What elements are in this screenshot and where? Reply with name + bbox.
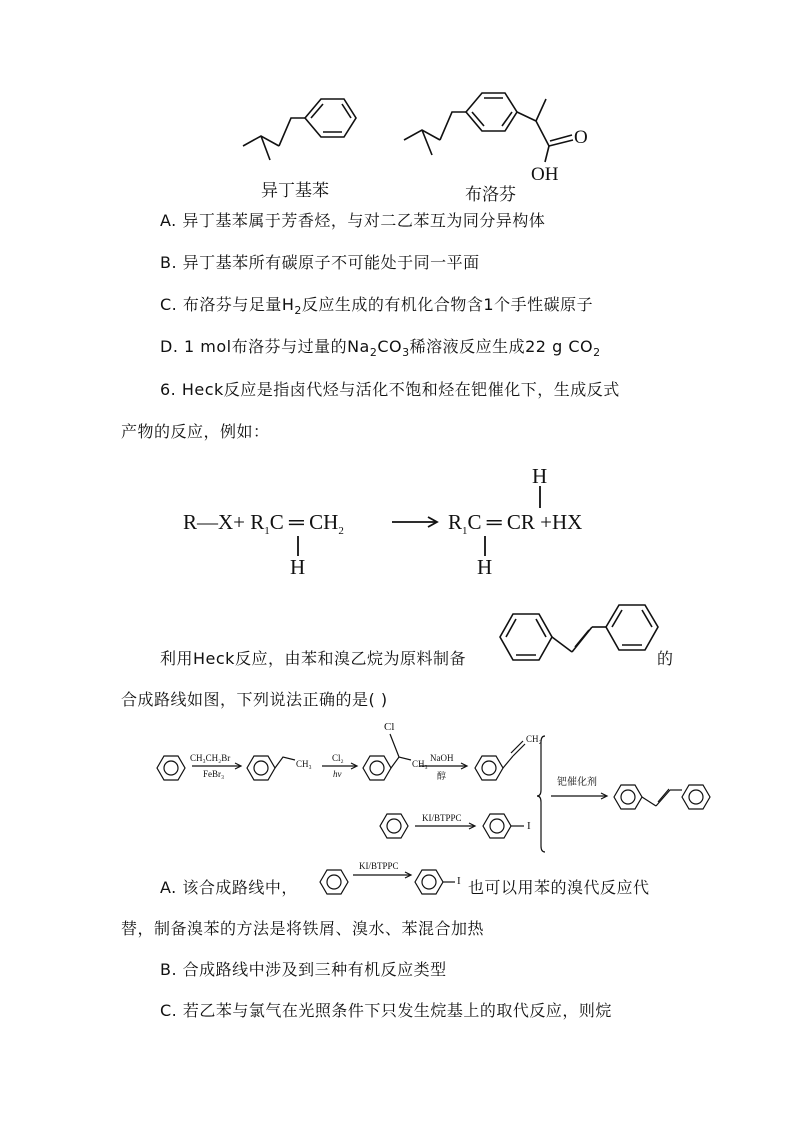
q6-option-b: B. 合成路线中涉及到三种有机反应类型 (160, 960, 447, 979)
route-intro: 利用Heck反应，由苯和溴乙烷为原料制备 (160, 649, 466, 668)
h-label-2: H (477, 555, 493, 579)
q6-option-a: A. 该合成路线中， (160, 878, 298, 897)
reagent-ethyl-bromide: CH₃CH₂Br (190, 753, 231, 763)
ibuprofen-caption: 布洛芬 (465, 185, 516, 205)
iodine-label: I (527, 820, 531, 832)
ch3-label-2: CH₃ (412, 759, 428, 769)
reagent-cl2: Cl₂ (332, 753, 344, 763)
reagent-naoh: NaOH (430, 753, 454, 763)
q6-option-a-cont: 也可以用苯的溴代反应代 (468, 878, 650, 897)
h-label-3: H (532, 464, 548, 488)
cl-label: Cl (384, 721, 395, 733)
q5-option-d: D. 1 mol布洛芬与过量的$Na_2CO_3$稀溶液反应生成22 g $CO_2$ (160, 337, 601, 360)
reagent-febr3: FeBr₃ (203, 769, 225, 779)
reagent-alcohol: 醇 (437, 771, 447, 781)
q5-option-b: B. 异丁基苯所有碳原子不可能处于同一平面 (160, 253, 480, 272)
q6-stem-line2: 产物的反应，例如： (121, 422, 270, 441)
carbonyl-oxygen: O (574, 127, 588, 148)
reagent-hv: hν (333, 769, 342, 779)
q6-stem-line1: 6. Heck反应是指卤代烃与活化不饱和烃在钯催化下，生成反式 (160, 380, 620, 399)
inline-iodine-label: I (457, 875, 461, 887)
pd-catalyst-label: 钯催化剂 (557, 777, 597, 788)
q6-option-a-line2: 替，制备溴苯的方法是将铁屑、溴水、苯混合加热 (121, 919, 485, 938)
reagent-ki-btppc: KI/BTPPC (422, 813, 462, 823)
route-question: 合成路线如图，下列说法正确的是( ) (121, 690, 388, 709)
q5-option-a: A. 异丁基苯属于芳香烃，与对二乙苯互为同分异构体 (160, 211, 546, 230)
q5-option-c: C. 布洛芬与足量$H_2$反应生成的有机化合物含1个手性碳原子 (160, 295, 594, 318)
ch2-label: CH₂ (526, 734, 542, 744)
reactant-rx: R—X+ $R_1C$ ═ $CH_2$ (183, 510, 344, 538)
ch3-label-1: CH₃ (296, 759, 312, 769)
hydroxyl-label: OH (531, 164, 559, 185)
isobutylbenzene-caption: 异丁基苯 (261, 181, 329, 201)
product-formula: $R_1C$ ═ CR +HX (448, 510, 583, 538)
h-label-1: H (290, 555, 306, 579)
inline-reagent-ki: KI/BTPPC (359, 861, 399, 871)
q6-option-c: C. 若乙苯与氯气在光照条件下只发生烷基上的取代反应，则烷 (160, 1001, 612, 1020)
route-intro-suffix: 的 (657, 649, 674, 668)
